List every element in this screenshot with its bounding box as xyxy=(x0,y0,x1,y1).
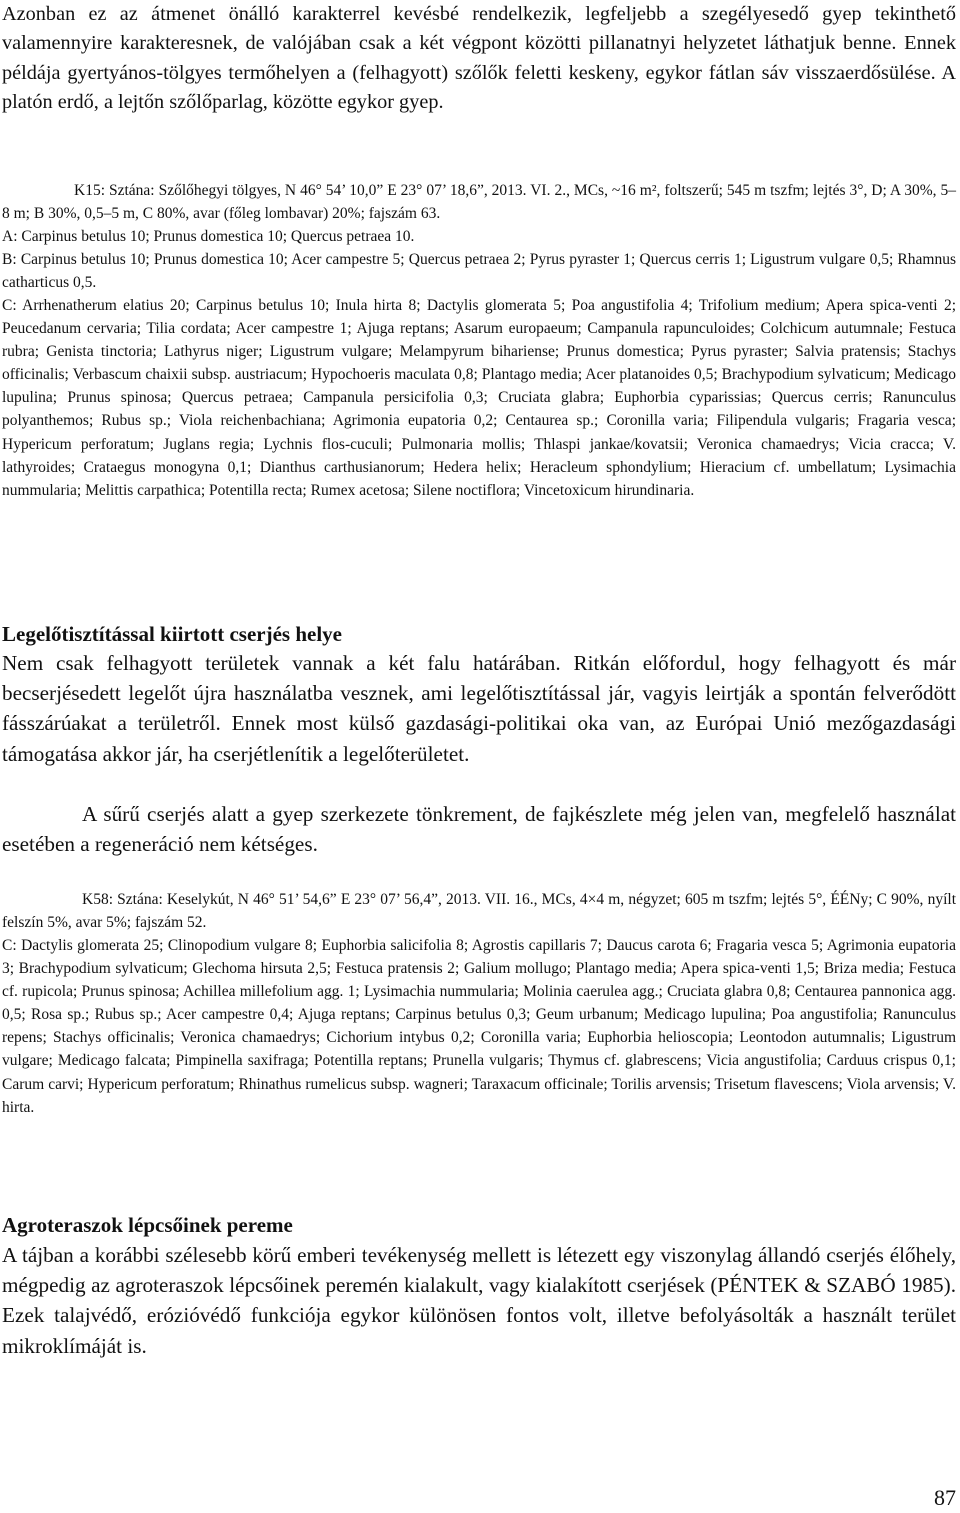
section1-paragraph-1: Nem csak felhagyott területek vannak a két falu határában. Ritkán előfordul, hogy felhagyott és már becserjésedett legelőt újra használatba vesznek, ami legelőtisztítással jár, vagyis leirtják a spontán felverődött fásszárúakat a területről. Ennek most külső gazdasági-politikai oka van, az Európai Unió mezőgazdasági támogatása akkor jár, ha cserjétlenítik a legelőterületet. xyxy=(2,651,956,766)
section1-paragraph-2: A sűrű cserjés alatt a gyep szerkezete tönkrement, de fajkészlete még jelen van, megfelelő használat esetében a regeneráció nem kétséges. xyxy=(2,802,956,857)
relevé-k15-layer-c: C: Arrhenatherum elatius 20; Carpinus betulus 10; Inula hirta 8; Dactylis glomerata 5; Poa angustifolia 4; Trifolium medium; Apera spica-venti 2; Peucedanum cervaria; Tilia cordata; Acer campestre 1; Ajuga reptans; Asarum europaeum; Campanula rapunculoides; Colchicum autumnale; Festuca rubra; Genista tinctoria; Lathyrus niger; Ligustrum vulgare; Melampyrum bihariense; Prunus domestica; Pyrus pyraster; Salvia pratensis; Stachys officinalis; Verbascum chaixii subsp. austriacum; Hypochoeris maculata 0,8; Plantago media; Acer platanoides 0,5; Brachypodium sylvaticum; Medicago lupulina; Prunus spinosa; Quercus petraea; Campanula persicifolia 0,3; Cruciata glabra; Euphorbia cyparissias; Quercus cerris; Ranunculus polyanthemos; Rubus sp.; Viola reichenbachiana; Agrimonia eupatoria 0,2; Centaurea sp.; Coronilla varia; Filipendula vulgaris; Fragaria vesca; Hypericum perforatum; Juglans regia; Lychnis flos-cuculi; Pulmonaria mollis; Thlaspi jankae/kovatsii; Veronica chamaedrys; Vicia cracca; V. lathyroides; Crataegus monogyna 0,1; Dianthus carthusianorum; Hedera helix; Heracleum sphondylium; Hieracium cf. umbellatum; Lysimachia nummularia; Melittis carpathica; Potentilla recta; Rumex acetosa; Silene noctiflora; Vincetoxicum hirundinaria. xyxy=(2,297,956,499)
intro-paragraph: Azonban ez az átmenet önálló karakterrel kevésbé rendelkezik, legfeljebb a szegélyesedő gyep tekinthető valamennyire karakteresnek, de valójában csak a két végpont közötti pillanatnyi helyzetet láthatjuk benne. Ennek példája gyertyános-tölgyes termőhelyen a (felhagyott) szőlők feletti keskeny, egykor fátlan sáv visszaerdősülése. A platón erdő, a lejtőn szőlőparlag, közötte egykor gyep. xyxy=(2,3,956,113)
section2-paragraph-1: A tájban a korábbi szélesebb körű emberi tevékenység mellett is létezett egy viszonylag állandó cserjés élőhely, mégpedig az agroteraszok lépcsőinek peremén kialakult, vagy kialakított cserjések (PÉNTEK & SZABÓ 1985). Ezek talajvédő, erózióvédő funkciója egykor különösen fontos volt, illetve befolyásolták a használt terület mikroklímáját is. xyxy=(2,1243,956,1358)
relevé-k15-header: K15: Sztána: Szőlőhegyi tölgyes, N 46° 54’ 10,0” E 23° 07’ 18,6”, 2013. VI. 2., MCs, ~16 m², foltszerű; 545 m tszfm; lejtés 3°, D; A 30%, 5–8 m; B 30%, 0,5–5 m, C 80%, avar (főleg lombavar) 20%; fajszám 63. xyxy=(2,182,956,223)
section-heading-agroteraszok: Agroteraszok lépcsőinek pereme xyxy=(2,1213,293,1237)
relevé-k15-layer-a: A: Carpinus betulus 10; Prunus domestica 10; Quercus petraea 10. xyxy=(2,228,415,245)
relevé-k15-layer-b: B: Carpinus betulus 10; Prunus domestica 10; Acer campestre 5; Quercus petraea 2; Pyrus pyraster 1; Quercus cerris 1; Ligustrum vulgare 0,5; Rhamnus catharticus 0,5. xyxy=(2,251,956,292)
page-number: 87 xyxy=(934,1485,956,1510)
relevé-k58-header: K58: Sztána: Keselykút, N 46° 51’ 54,6” E 23° 07’ 56,4”, 2013. VII. 16., MCs, 4×4 m, négyzet; 605 m tszfm; lejtés 5°, ÉÉNy; C 90%, nyílt felszín 5%, avar 5%; fajszám 52. xyxy=(2,891,956,932)
relevé-k58-layer-c: C: Dactylis glomerata 25; Clinopodium vulgare 8; Euphorbia salicifolia 8; Agrostis capillaris 7; Daucus carota 6; Fragaria vesca 5; Agrimonia eupatoria 3; Brachypodium sylvaticum; Glechoma hirsuta 2,5; Festuca pratensis 2; Galium mollugo; Plantago media; Apera spica-venti 1,5; Briza media; Festuca cf. rupicola; Prunus spinosa; Achillea millefolium agg. 1; Lysimachia nummularia; Molinia caerulea agg.; Cruciata glabra 0,8; Centaurea pannonica agg. 0,5; Rosa sp.; Rubus sp.; Acer campestre 0,4; Ajuga reptans; Carpinus betulus 0,3; Geum urbanum; Medicago lupulina; Poa angustifolia; Ranunculus repens; Stachys officinalis; Veronica chamaedrys; Cichorium intybus 0,2; Coronilla varia; Euphorbia helioscopia; Leontodon autumnalis; Ligustrum vulgare; Medicago falcata; Pimpinella saxifraga; Potentilla reptans; Prunella vulgaris; Thymus cf. glabrescens; Vicia angustifolia; Carduus crispus 0,1; Carum carvi; Hypericum perforatum; Rhinathus rumelicus subsp. wagneri; Taraxacum officinale; Torilis arvensis; Trisetum flavescens; Viola arvensis; V. hirta. xyxy=(2,937,956,1116)
section-heading-legelotisztitas: Legelőtisztítással kiirtott cserjés helye xyxy=(2,622,342,646)
